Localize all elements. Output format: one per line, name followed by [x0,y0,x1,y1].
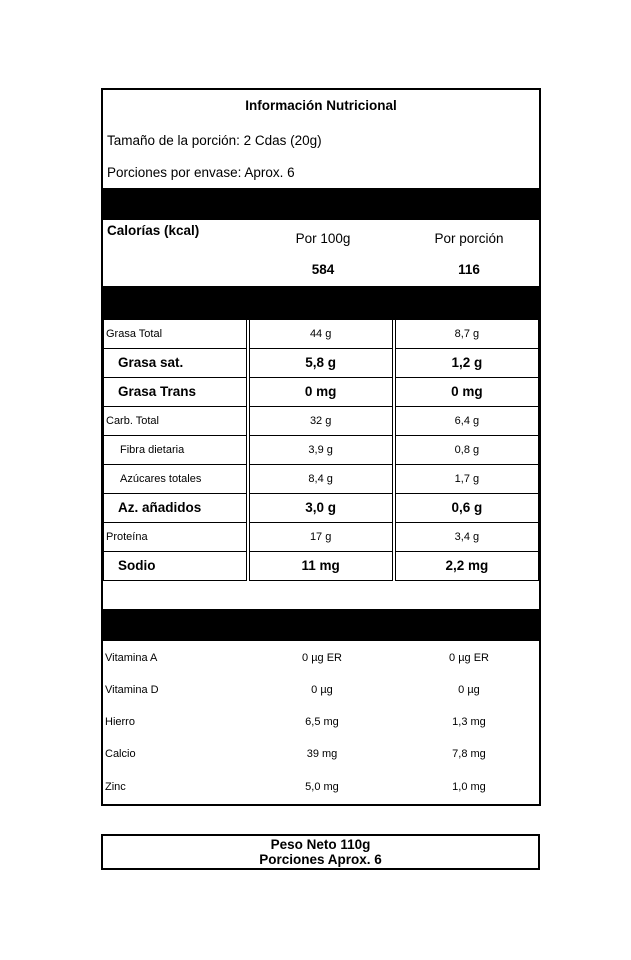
serving-size: Tamaño de la porción: 2 Cdas (20g) [107,133,322,148]
nutrient-name: Grasa Total [104,319,247,348]
vitamin-per-100g: 0 µg ER [302,652,342,664]
nutrient-per-100g: 17 g [249,522,392,551]
nutrient-name: Proteína [104,522,247,551]
divider-bar-middle [103,286,539,318]
vitamin-per-100g: 39 mg [306,748,338,760]
divider-bar-bottom [103,609,539,641]
calories-per-100g: 584 [311,262,335,277]
nutrient-per-serving: 6,4 g [395,406,538,435]
table-row [104,348,539,377]
vitamin-per-100g: 6,5 mg [305,716,339,728]
nutrient-per-serving: 0,8 g [395,435,538,464]
calories-label: Calorías (kcal) [107,223,200,238]
table-row [104,522,539,551]
nutrient-per-serving: 8,7 g [395,319,538,348]
vitamin-per-100g: 5,0 mg [305,781,339,793]
list-item [103,643,539,675]
net-weight: Peso Neto 110g [270,837,371,852]
list-item [103,707,539,739]
nutrient-per-serving: 0 mg [395,377,538,406]
vitamin-per-serving: 0 µg [458,684,480,696]
portions-approx: Porciones Aprox. 6 [259,852,382,867]
nutrition-facts-panel [101,88,541,806]
nutrient-per-serving: 3,4 g [395,522,538,551]
table-row [104,319,539,348]
servings-per-container: Porciones por envase: Aprox. 6 [107,165,295,180]
panel-title: Información Nutricional [245,98,397,113]
vitamin-name: Hierro [105,716,135,728]
vitamin-name: Vitamina A [105,652,158,664]
vitamin-name: Vitamina D [105,684,159,696]
nutrient-per-100g: 0 mg [249,377,392,406]
table-row [104,435,539,464]
nutrient-per-100g: 3,0 g [249,493,392,522]
vitamin-per-serving: 1,0 mg [452,781,486,793]
nutrient-name: Az. añadidos [104,493,247,522]
vitamin-name: Calcio [105,748,136,760]
vitamin-per-100g: 0 µg [311,684,333,696]
nutrient-per-100g: 32 g [249,406,392,435]
nutrient-name: Grasa Trans [104,377,247,406]
table-row [104,406,539,435]
vitamin-name: Zinc [105,781,126,793]
net-weight-box [101,834,540,870]
nutrient-per-100g: 11 mg [249,551,392,580]
nutrient-per-100g: 8,4 g [249,464,392,493]
nutrient-per-100g: 44 g [249,319,392,348]
nutrient-name: Carb. Total [104,406,247,435]
nutrient-per-serving: 0,6 g [395,493,538,522]
nutrient-per-serving: 1,2 g [395,348,538,377]
nutrient-per-100g: 3,9 g [249,435,392,464]
vitamin-per-serving: 1,3 mg [452,716,486,728]
table-row [104,464,539,493]
nutrient-per-100g: 5,8 g [249,348,392,377]
nutrient-per-serving: 1,7 g [395,464,538,493]
list-item [103,772,539,804]
table-row [104,493,539,522]
divider-bar-top [103,188,539,220]
table-row [104,551,539,580]
nutrient-name: Azúcares totales [104,464,247,493]
vitamin-per-serving: 0 µg ER [449,652,489,664]
calories-per-serving: 116 [458,262,480,277]
list-item [103,739,539,771]
nutrient-table [103,318,539,581]
col-header-per-serving: Por porción [434,231,504,246]
nutrient-name: Grasa sat. [104,348,247,377]
table-row [104,377,539,406]
nutrient-name: Sodio [104,551,247,580]
nutrient-per-serving: 2,2 mg [395,551,538,580]
list-item [103,675,539,707]
nutrient-name: Fibra dietaria [104,435,247,464]
vitamin-per-serving: 7,8 mg [452,748,486,760]
col-header-per-100g: Por 100g [295,231,351,246]
